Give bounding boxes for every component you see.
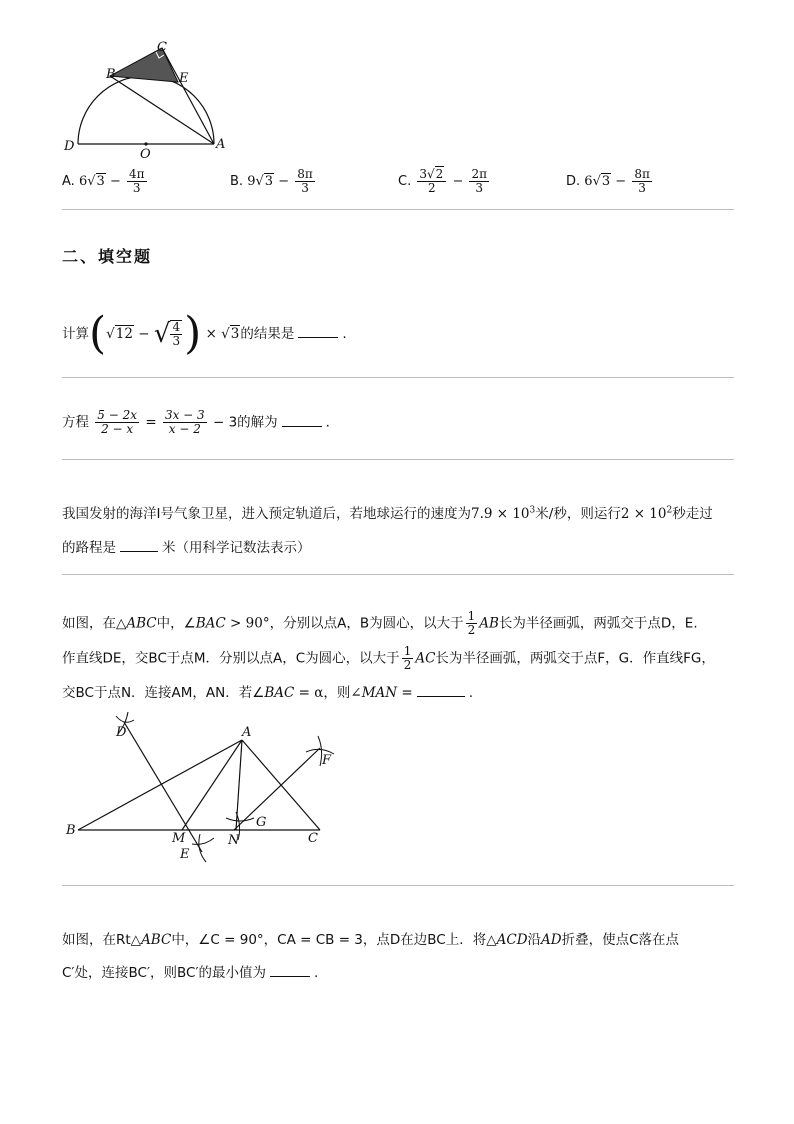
line-DE xyxy=(124,722,202,852)
question-2: 方程 $\frac{5 - 2x}{2 - x}$ = $\frac{3x - 3}{x - 2}$ − 3的解为 . xyxy=(62,408,330,437)
answer-blank-5[interactable] xyxy=(270,975,310,977)
option-b[interactable]: B. 9√3 − $\frac{8\pi}{3}$ xyxy=(230,167,313,196)
question-4-line-1: 如图，在△ABC中，∠BAC > 90°，分别以点A，B为圆心，以大于 $\frac{1}{2}$ AB长为半径画弧，两弧交于点D，E. xyxy=(62,609,698,638)
label-C: C xyxy=(157,40,167,55)
question-4-line-2: 作直线DE，交BC于点M．分别以点A，C为圆心，以大于 $\frac{1}{2}$ AC长为半径画弧，两弧交于点F，G．作直线FG， xyxy=(62,644,715,673)
option-a[interactable]: A. 6√3 − $\frac{4\pi}{3}$ xyxy=(62,167,145,196)
label-B: B xyxy=(106,67,116,82)
shaded-region xyxy=(110,48,178,82)
answer-blank-2[interactable] xyxy=(282,425,322,427)
option-d[interactable]: D. 6√3 − $\frac{8\pi}{3}$ xyxy=(566,167,650,196)
label-M: M xyxy=(172,831,186,846)
question-5-line-1: 如图，在Rt△ABC中，∠C = 90°，CA = CB = 3，点D在边BC上．将△ACD沿AD折叠，使点C落在点 xyxy=(62,932,680,948)
answer-blank-1[interactable] xyxy=(298,336,338,338)
question-5-line-2: C′处，连接BC′，则BC′的最小值为 . xyxy=(62,965,319,981)
label-O: O xyxy=(140,147,151,160)
segment-AM xyxy=(182,740,242,830)
answer-blank-3[interactable] xyxy=(120,550,158,552)
label-D: D xyxy=(64,139,75,154)
label-E: E xyxy=(179,71,189,86)
segment-BA xyxy=(110,76,214,144)
label-E: E xyxy=(180,847,190,862)
center-point-O xyxy=(144,142,147,145)
divider xyxy=(62,459,734,460)
question-4-line-3: 交BC于点N．连接AM，AN．若∠BAC = α，则∠MAN = . xyxy=(62,685,473,701)
label-C: C xyxy=(308,831,318,846)
question-1: 计算(√12 − √ $\frac{4}{3}$ ) × √3的结果是 . xyxy=(62,308,347,359)
option-c[interactable]: C. $\frac{3√2}{2}$ − $\frac{2\pi}{3}$ xyxy=(398,167,488,196)
label-F: F xyxy=(322,753,332,768)
divider xyxy=(62,885,734,886)
semicircle-figure xyxy=(58,38,238,160)
label-A: A xyxy=(242,725,252,740)
segment-CA xyxy=(162,48,214,144)
arc-mark-G1 xyxy=(226,818,254,821)
segment-AN xyxy=(236,740,242,830)
section-title: 二、填空题 xyxy=(62,247,153,266)
question-3-line-1: 我国发射的海洋Ⅰ号气象卫星，进入预定轨道后，若地球运行的速度为$7.9 \times 10^3$米/秒，则运行$2 \times 10^2$秒走过 xyxy=(62,505,713,522)
line-FG xyxy=(234,748,320,830)
divider xyxy=(62,377,734,378)
segment-BA xyxy=(78,740,242,830)
question-3-line-2: 的路程是 米（用科学记数法表示） xyxy=(62,540,311,556)
divider xyxy=(62,209,734,210)
label-N: N xyxy=(228,833,240,848)
label-G: G xyxy=(256,815,267,830)
label-B: B xyxy=(66,823,76,838)
label-A: A xyxy=(216,137,226,152)
triangle-construction-figure xyxy=(58,706,348,870)
semicircle-arc xyxy=(78,76,214,144)
label-D: D xyxy=(116,725,127,740)
divider xyxy=(62,574,734,575)
answer-blank-4[interactable] xyxy=(417,695,465,697)
